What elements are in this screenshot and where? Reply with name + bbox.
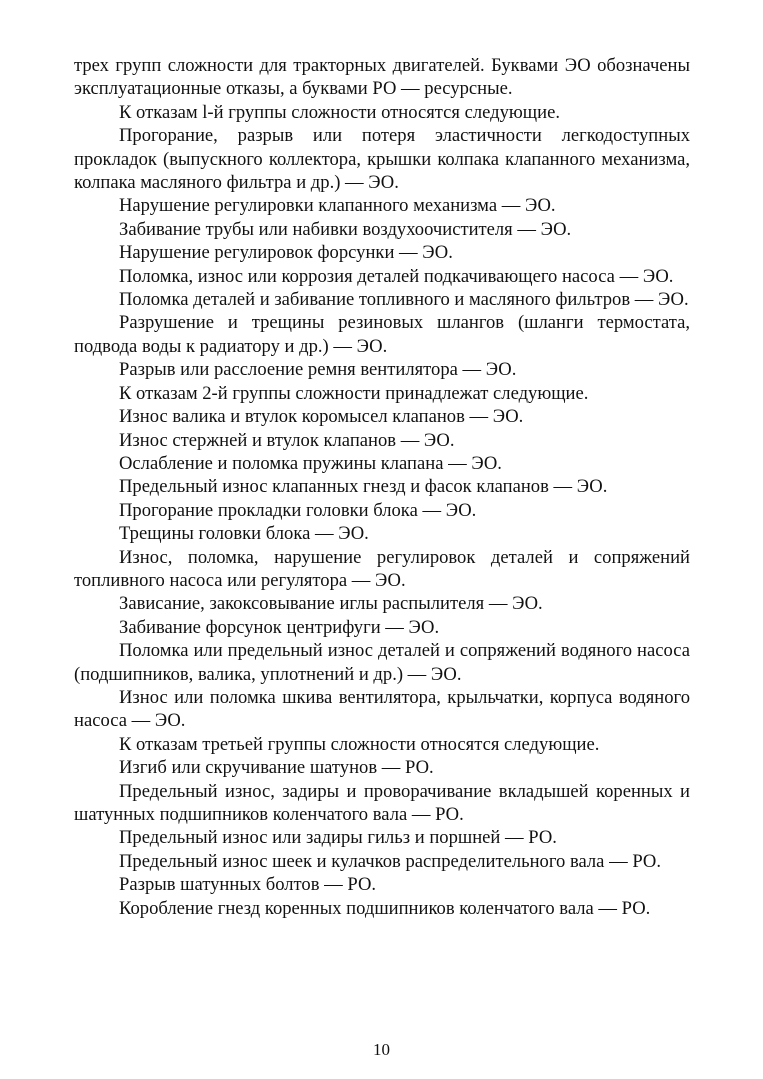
paragraph: Поломка или предельный износ деталей и сопряжений водяного насоса (подшипников, валика, уплотнений и др.) — ЭО. <box>74 640 690 685</box>
paragraph: К отказам третьей группы сложности относятся следующие. <box>119 733 600 755</box>
paragraph: Износ стержней и втулок клапанов — ЭО. <box>119 429 455 451</box>
paragraph: Нарушение регулировок форсунки — ЭО. <box>119 242 453 264</box>
paragraph: Износ валика и втулок коромысел клапанов — ЭО. <box>119 406 524 428</box>
paragraph: Нарушение регулировки клапанного механизма — ЭО. <box>119 195 556 217</box>
paragraph: Поломка, износ или коррозия деталей подкачивающего насоса — ЭО. <box>119 265 674 287</box>
paragraph: Забивание форсунок центрифуги — ЭО. <box>119 616 440 638</box>
paragraph: Износ, поломка, нарушение регулировок деталей и сопряжений топливного насоса или регулятора — ЭО. <box>74 546 690 591</box>
paragraph: Предельный износ клапанных гнезд и фасок клапанов — ЭО. <box>119 476 608 498</box>
paragraph: К отказам l-й группы сложности относятся следующие. <box>119 101 560 123</box>
paragraph: Прогорание прокладки головки блока — ЭО. <box>119 499 477 521</box>
paragraph: Трещины головки блока — ЭО. <box>119 523 369 545</box>
paragraph: Разрыв или расслоение ремня вентилятора — ЭО. <box>119 359 517 381</box>
paragraph: Разрушение и трещины резиновых шлангов (шланги термостата, подвода воды к радиатору и др.) — ЭО. <box>74 312 690 357</box>
paragraph: Предельный износ, задиры и проворачивание вкладышей коренных и шатунных подшипников коленчатого вала — РО. <box>74 780 690 825</box>
paragraph: Предельный износ или задиры гильз и поршней — РО. <box>119 827 557 849</box>
paragraph: Зависание, закоксовывание иглы распылителя — ЭО. <box>119 593 543 615</box>
paragraph: Прогорание, разрыв или потеря эластичности легкодоступных прокладок (выпускного коллектора, крышки колпака клапанного механизма, колпака масляного фильтра и др.) — ЭО. <box>74 125 690 194</box>
paragraph: Поломка деталей и забивание топливного и масляного фильтров — ЭО. <box>119 289 689 311</box>
paragraph: Забивание трубы или набивки воздухоочистителя — ЭО. <box>119 218 572 240</box>
paragraph: Предельный износ шеек и кулачков распределительного вала — РО. <box>119 850 661 872</box>
paragraph: К отказам 2-й группы сложности принадлежат следующие. <box>119 382 589 404</box>
paragraph: трех групп сложности для тракторных двигателей. Буквами ЭО обозначены эксплуатационные отказы, а буквами РО — ресурсные. <box>74 55 690 100</box>
page-body <box>74 54 690 920</box>
paragraph: Ослабление и поломка пружины клапана — ЭО. <box>119 452 502 474</box>
paragraph: Разрыв шатунных болтов — РО. <box>119 874 377 896</box>
paragraph: Изгиб или скручивание шатунов — РО. <box>119 757 434 779</box>
paragraph: Износ или поломка шкива вентилятора, крыльчатки, корпуса водяного насоса — ЭО. <box>74 686 690 732</box>
page-number: 10 <box>373 1040 390 1059</box>
paragraph: Коробление гнезд коренных подшипников коленчатого вала — РО. <box>119 897 651 919</box>
